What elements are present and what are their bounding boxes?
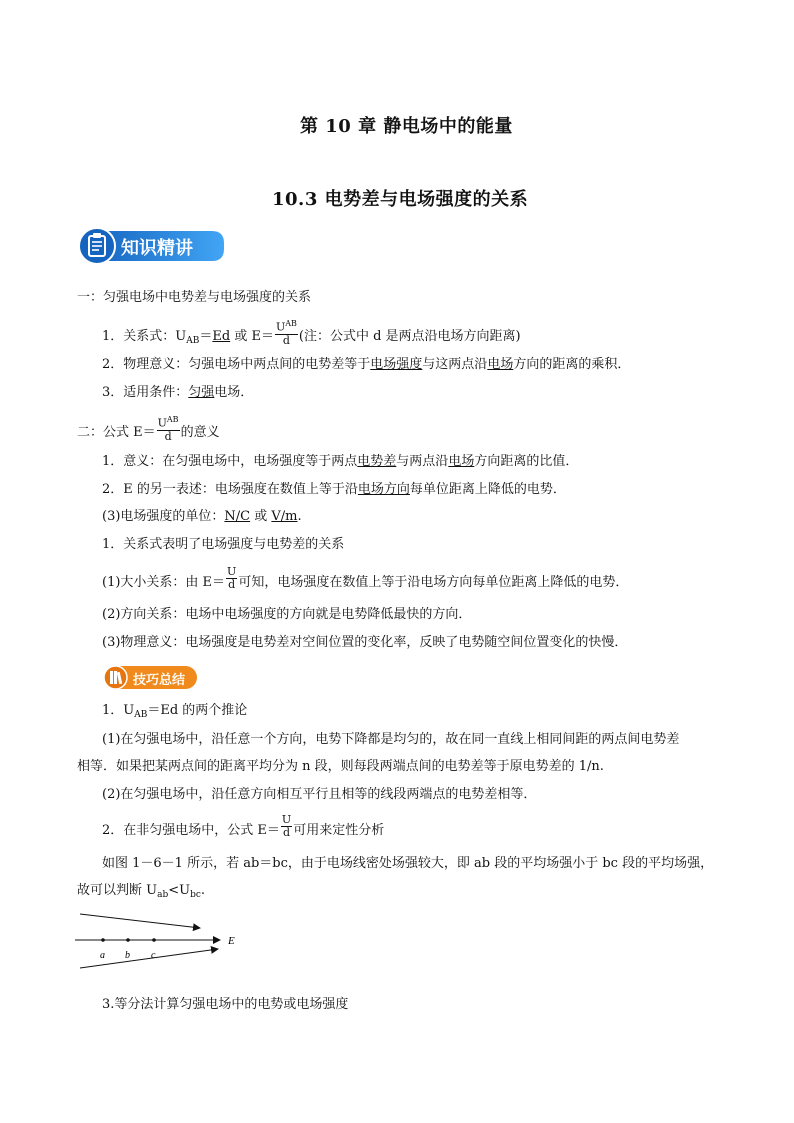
point-label-c: c [151, 950, 156, 961]
division-method-heading: 3.等分法计算匀强电场中的电势或电场强度 [102, 997, 349, 1012]
meaning-line: 1．意义：在匀强电场中，电场强度等于两点电势差与两点沿电场方向距离的比值． [102, 454, 579, 469]
physical-meaning: 2．物理意义：匀强电场中两点间的电势差等于电场强度与这两点沿电场方向的距离的乘积． [102, 357, 631, 372]
alternate-expression: 2．E 的另一表述：电场强度在数值上等于沿电场方向每单位距离上降低的电势． [102, 482, 566, 497]
tips-badge [103, 665, 198, 690]
section-title: 10.3 电势差与电场强度的关系 [272, 189, 529, 210]
knowledge-badge [78, 227, 226, 265]
heading-one: 一：匀强电场中电势差与电场强度的关系 [77, 290, 312, 305]
applicable-condition: 3．适用条件：匀强电场． [102, 385, 254, 400]
knowledge-badge-label: 知识精讲 [121, 238, 193, 259]
field-label-e: E [228, 935, 235, 947]
physical-meaning-2: (3)物理意义：电场强度是电势差对空间位置的变化率，反映了电势随空间位置变化的快慢． [102, 635, 628, 650]
point-label-a: a [100, 950, 105, 961]
point-label-b: b [125, 950, 130, 961]
relation-statement: 1．关系式表明了电场强度与电势差的关系 [102, 537, 345, 552]
chapter-title: 第 10 章 静电场中的能量 [300, 116, 513, 137]
magnitude-relation: (1)大小关系：由 E＝ $\frac{U}{d}$ 可知，电场强度在数值上等于沿电场方向每单位距离上降低的电势． [102, 565, 629, 591]
corollary-heading: 1．$U_{AB}=Ed$ 的两个推论 [102, 703, 248, 720]
direction-relation: (2)方向关系：电场中电场强度的方向就是电势降低最快的方向． [102, 607, 472, 622]
example-line-a: 如图 1－6－1 所示，若 ab＝bc，由于电场线密处场强较大，即 ab 段的平均场强小于 bc 段的平均场强， [102, 856, 714, 871]
tips-badge-label: 技巧总结 [133, 673, 186, 688]
heading-two: 二：公式 E＝ $\frac{U^{AB}}{d}$ 的意义 [77, 415, 220, 443]
corollary-two: (2)在匀强电场中，沿任意方向相互平行且相等的线段两端点的电势差相等． [102, 787, 537, 802]
corollary-one-b: 相等．如果把某两点间的距离平均分为 n 段，则每段两端点间的电势差等于原电势差的 1/n. [77, 759, 604, 774]
relation-formula: 1．关系式：$U_{AB}=Ed$ 或 E＝ $\frac{U^{AB}}{d}$ (注：公式中 d 是两点沿电场方向距离) [102, 319, 521, 347]
units-line: (3)电场强度的单位：N/C 或 V/m. [102, 509, 302, 524]
nonuniform-heading: 2．在非匀强电场中，公式 E＝ $\frac{U}{d}$ 可用来定性分析 [102, 813, 385, 839]
field-line-diagram [70, 906, 250, 974]
example-line-b: 故可以判断 $U_{ab}<U_{bc}$. [77, 883, 206, 900]
corollary-one-a: (1)在匀强电场中，沿任意一个方向，电势下降都是均匀的，故在同一直线上相同间距的两点间电势差 [102, 732, 680, 747]
